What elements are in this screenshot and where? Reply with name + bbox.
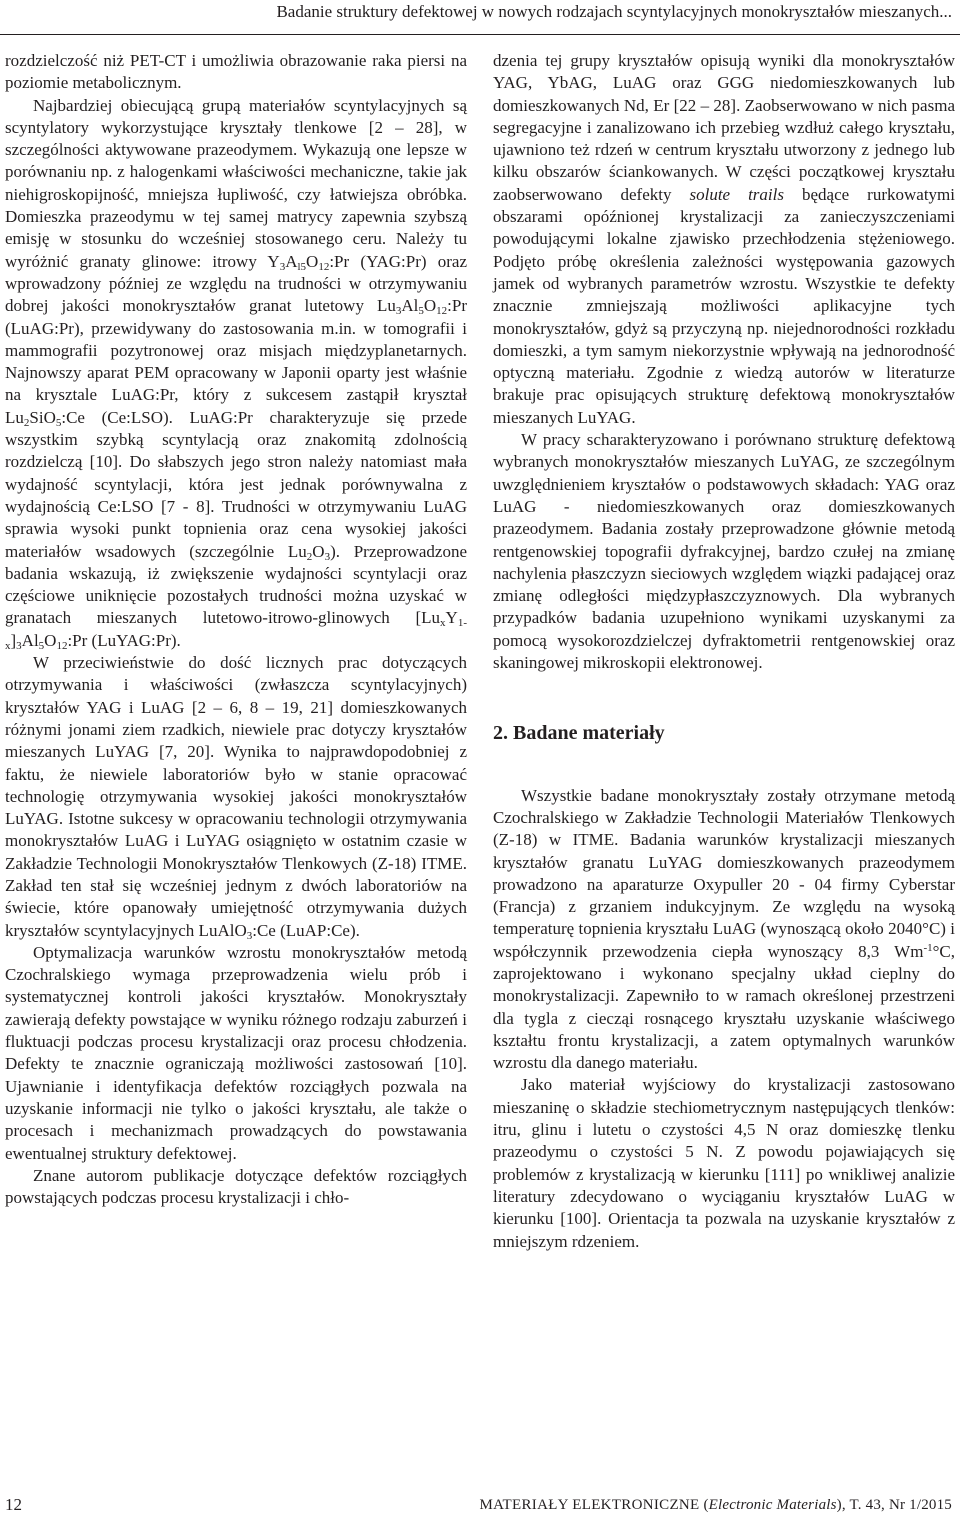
paragraph: rozdzielczość niż PET-CT i umożliwia obrazowanie raka piersi na poziomie metabolicznym. bbox=[5, 51, 467, 93]
paragraph: Najbardziej obiecującą grupą materiałów scyntylacyjnych są scyntylatory wykorzystujące kryształy tlenkowe [2 – 28], w szczególności aktywowane prazeodymem. Wykazują one lepsze w porównaniu np. z halogenkami właściwości mechaniczne, takie jak niehigroskopijność, mniejsza łupliwość, czy łatwiejsza obróbka. Domieszka prazeodymu w tej samej matrycy zapewnia szybszą emisję w stosunku do wcześniej stosowanego ceru. Należy tu wyróżnić granaty glinowe: itrowy $Y_3A_{l5}O_{12}:Pr$ (YAG:Pr) oraz wprowadzony później ze względu na trudności w otrzymywaniu dobrej jakości monokryształów granat lutetowy $Lu_3Al_5O_{12}:Pr$ (LuAG:Pr), przewidywany do zastosowania m.in. w tomografii i mammografii pozytronowej oraz misjach międzyplanetarnych. Najnowszy aparat PEM opracowany w Japonii oparty jest właśnie na krysztale LuAG:Pr, który z sukcesem zastąpił kryształ $Lu_2SiO_5:Ce$ (Ce:LSO). LuAG:Pr charakteryzuje się przede wszystkim szybką scyntylacją oraz znakomitą zdolnością rozdzielczą [10]. Do słabszych jego stron należy natomiast mała wydajność scyntylacji, która jest jednak porównywalna z wydajnością Ce:LSO [7 - 8]. Trudności w otrzymywaniu LuAG sprawia wysoki punkt topnienia oraz cena wysokiej jakości materiałów wsadowych (szczególnie $Lu_2O_3$). Przeprowadzone badania wskazują, iż zwiększenie wydajności scyntylacji oraz częściowe uniknięcie pozostałych trudności można uzyskać w granatach mieszanych lutetowo-itrowo-glinowych $[Lu_xY_{1-x}]_3Al_5O_{12}:Pr$ (LuYAG:Pr). bbox=[5, 95, 468, 652]
left-column bbox=[5, 50, 467, 1209]
paragraph: W przeciwieństwie do dość licznych prac dotyczących otrzymywania i właściwości (zwłaszcza scyntylacyjnych) kryształów YAG i LuAG [2 – 6, 8 – 19, 21] domieszkowanych różnymi jonami ziem rzadkich, niewiele prac dotyczy kryształów mieszanych LuYAG [7, 20]. Wynika to najprawdopodobniej z faktu, że niewiele laboratoriów było w stanie opracować technologię otrzymywania wysokiej jakości monokryształów LuYAG. Istotne sukcesy w opracowaniu technologii otrzymywania monokryształów LuAG i LuYAG osiągnięto w ostatnim czasie w Zakładzie Technologii Monokryształów Tlenkowych (Z-18) ITME. Zakład ten stał się wcześniej jednym z dwóch laboratoriów na świecie, które opanowały umiejętność otrzymywania dużych kryształów scyntylacyjnych LuAlO$_3$:Ce (LuAP:Ce). bbox=[5, 653, 467, 942]
paragraph: Znane autorom publikacje dotyczące defektów rozciągłych powstających podczas procesu krystalizacji i chło- bbox=[5, 1165, 467, 1208]
paragraph: Wszystkie badane monokryształy zostały otrzymane metodą Czochralskiego w Zakładzie Technologii Materiałów Tlenkowych (Z-18) w ITME. Badania warunków krystalizacji mieszanych kryształów granatu LuYAG domieszkowanych prazeodymem prowadzono na aparaturze Oxypuller 20 - 04 firmy Cyberstar (Francja) z grzaniem indukcyjnym. Ze względu na wysoką temperaturę topnienia kryształu LuAG (wynoszącą około 2040°C) i współczynnik przewodzenia ciepła wynoszący 8,3 $Wm^{-1}^\circ C$, zaprojektowano i wykonano specjalny układ cieplny do monokrystalizacji. Zapewniło to w ramach określonej przestrzeni dla tygla z ciecząi rosnącego kryształu uzyskanie właściwego kształtu frontu krystalizacji, a zatem optymalnych warunków wzrostu dla danego materiału. bbox=[493, 785, 955, 1073]
section-heading: 2. Badane materiały bbox=[493, 722, 665, 745]
page-header bbox=[0, 0, 960, 35]
paragraph: Optymalizacja warunków wzrostu monokryształów metodą Czochralskiego wymaga przeprowadzenia wielu prób i systematycznej kontroli jakości kryształów. Monokryształy zawierają defekty powstające w wyniku różnego rodzaju zaburzeń i fluktuacji podczas procesu krystalizacji oraz procesu chłodzenia. Defekty te znacznie ograniczają możliwości zastosowań [10]. Ujawnianie i identyfikacja defektów rozciągłych pozwala na uzyskanie informacji nie tylko o jakości kryształu, ale także o procesach i mechanizmach prowadzących do powstawania ewentualnej struktury defektowej. bbox=[5, 942, 467, 1163]
journal-reference: MATERIAŁY ELEKTRONICZNE (Electronic Materials), T. 43, Nr 1/2015 bbox=[479, 1497, 952, 1513]
paragraph: Jako materiał wyjściowy do krystalizacji zastosowano mieszaninę o składzie stechiometrycznym następujących tlenków: itru, glinu i lutetu o czystości 4,5 N oraz domieszkę tlenku prazeodymu o czystości 5 N. Z powodu pojawiających się problemów z krystalizacją w kierunku [111] po wnikliwej analizie literatury zdecydowano o wyciąganiu kryształów LuAG w kierunku [100]. Orientacja ta pozwala na uzyskanie kryształów z mniejszym rdzeniem. bbox=[493, 1075, 955, 1251]
running-head: Badanie struktury defektowej w nowych rodzajach scyntylacyjnych monokryształów mieszanych... bbox=[276, 2, 952, 21]
paragraph: dzenia tej grupy kryształów opisują wyniki dla monokryształów YAG, YbAG, LuAG oraz GGG niedomieszkowanych lub domieszkowanych Nd, Er [22 – 28]. Zaobserwowano w nich pasma segregacyjne i zanalizowano ich przebieg wzdłuż całego kryształu, ujawniono też rdzeń w centrum kryształu utworzony z jednego lub kilku obszarów ściankowanych. W części początkowej kryształu zaobserwowano defekty solute trails będące rurkowatymi obszarami opóźnionej krystalizacji za zanieczyszczeniami powodującymi lokalne zjawisko przechłodzenia stężeniowego. Podjęto próbę określenia zależności występowania gazowych jamek od wybranych parametrów wzrostu. Wszystkie te defekty znacznie zmniejszają możliwości aplikacyjne tych monokryształów, gdyż są przyczyną np. niejednorodności rozkładu domieszki, a tym samym niekorzystnie wpływają na jednorodność optyczną materiału. Zgodnie z wiedzą autorów w literaturze brakuje prac opisujących strukturę defektową monokryształów mieszanych LuYAG. bbox=[493, 51, 955, 427]
page-number: 12 bbox=[5, 1495, 22, 1514]
page-footer bbox=[0, 1493, 960, 1523]
paragraph: W pracy scharakteryzowano i porównano strukturę defektową wybranych monokryształów mieszanych LuYAG, ze szczególnym uwzględnieniem kryształów o podstawowych składach: YAG oraz LuAG - niedomieszkowanych oraz domieszkowanych prazeodymem. Badania zostały przeprowadzone głównie metodą rentgenowskiej topografii dyfrakcyjnej, bardzo czułej na zmianę nachylenia płaszczyzn sieciowych względem wiązki padającej oraz zmianę odległości międzypłaszczyznowych. Dla wybranych przypadków badania uzupełniono wynikami uzyskanymi za pomocą wysokorozdzielczej dyfraktometrii rentgenowskiej oraz skaningowej mikroskopii elektronowej. bbox=[493, 430, 955, 673]
right-column bbox=[493, 50, 955, 1253]
